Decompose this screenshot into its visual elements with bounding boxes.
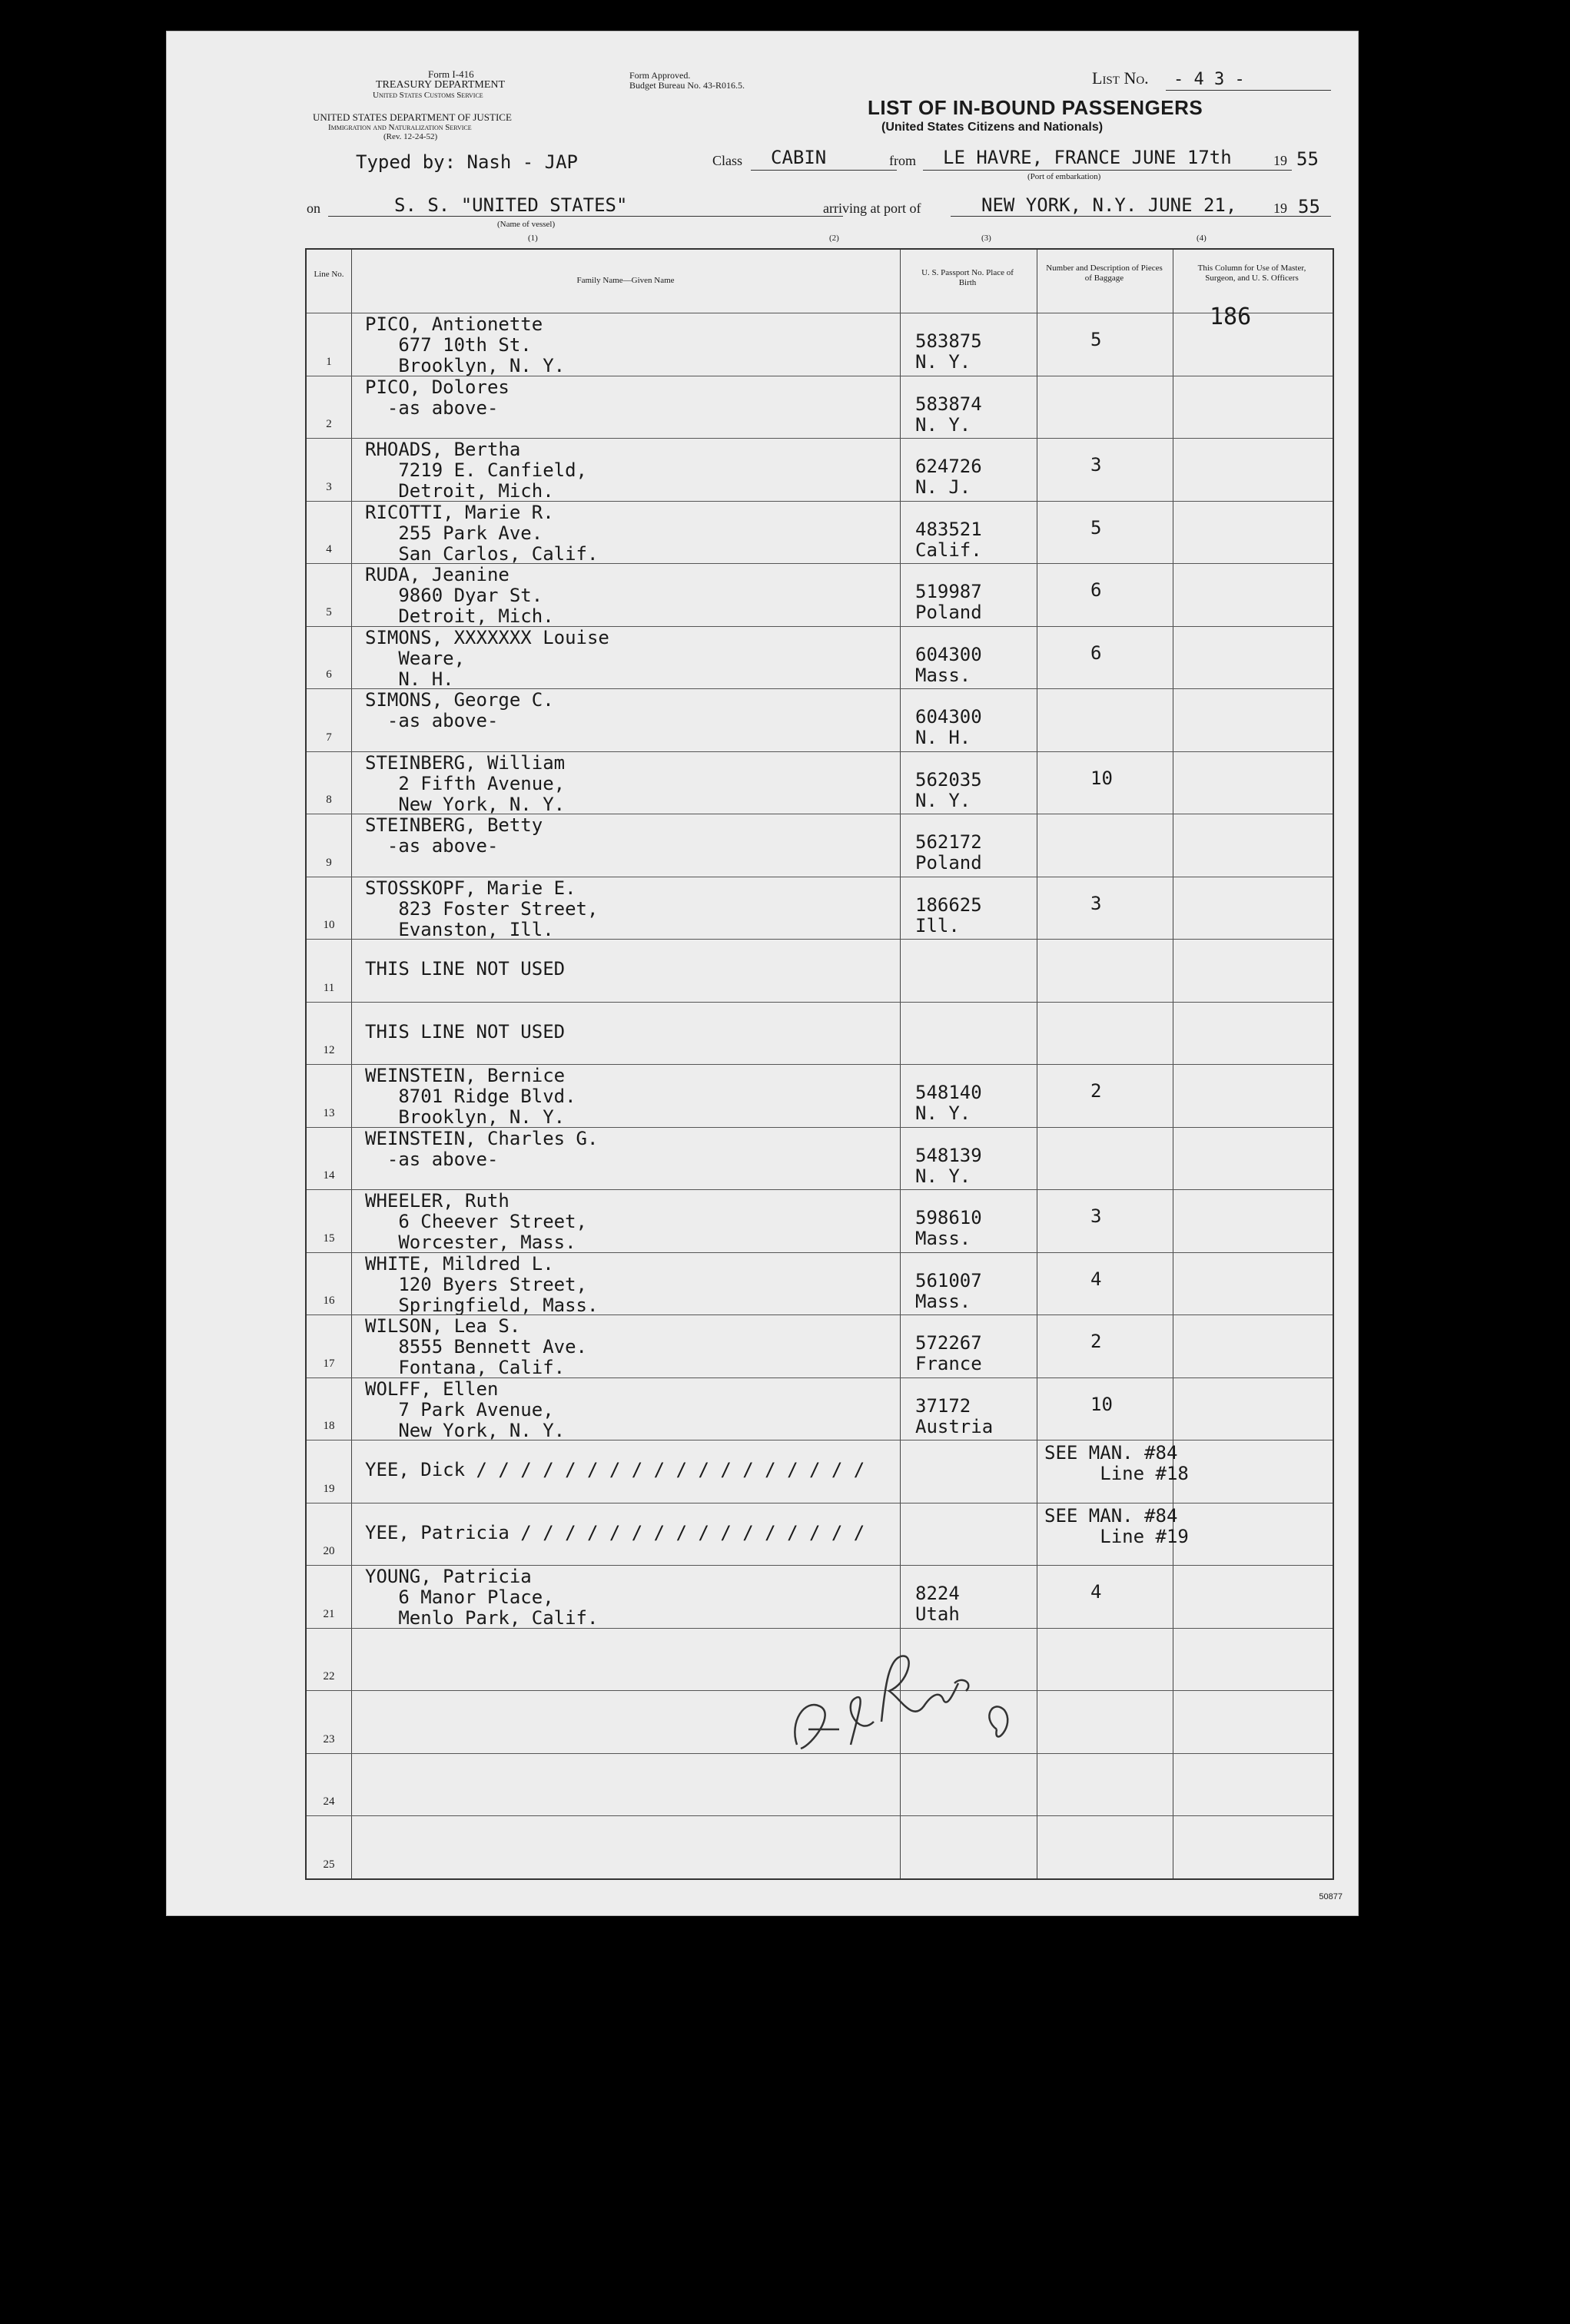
arr-year: 55 (1298, 196, 1320, 217)
line-number: 14 (323, 1169, 335, 1182)
passport-birthplace: 598610 Mass. (915, 1207, 982, 1249)
line-number: 4 (326, 543, 332, 555)
col-index-2: (2) (829, 234, 839, 243)
passenger-name: WHITE, Mildred L. 120 Byers Street, Springfield, Mass. (365, 1252, 599, 1316)
line-number: 7 (326, 731, 332, 744)
line-number: 24 (323, 1795, 335, 1808)
arriving-label: arriving at port of (823, 201, 921, 216)
col-index-3: (3) (981, 234, 991, 243)
passenger-name: WEINSTEIN, Bernice 8701 Ridge Blvd. Brooklyn, N. Y. (365, 1065, 576, 1128)
baggage-count: 6 (1090, 642, 1102, 664)
line-number: 15 (323, 1232, 335, 1245)
passport-birthplace: 624726 N. J. (915, 456, 982, 498)
passport-birthplace: 562172 Poland (915, 831, 982, 874)
port-embark-caption: (Port of embarkation) (1027, 172, 1101, 181)
line-number: 9 (326, 856, 332, 869)
passenger-name: RICOTTI, Marie R. 255 Park Ave. San Carlos, Calif. (365, 501, 599, 565)
passenger-name: STEINBERG, Betty -as above- (365, 814, 543, 857)
line-number: 25 (323, 1858, 335, 1871)
document-subtitle: (United States Citizens and Nationals) (881, 121, 1104, 134)
budget-bureau: Budget Bureau No. 43-R016.5. (629, 80, 745, 91)
passport-birthplace: 604300 Mass. (915, 643, 982, 686)
header-line-no: Line No. (314, 270, 344, 279)
class-value: CABIN (771, 147, 827, 168)
baggage-count: 4 (1090, 1268, 1102, 1290)
passport-birthplace: 562035 N. Y. (915, 768, 982, 811)
passport-birthplace: 548140 N. Y. (915, 1082, 982, 1124)
baggage-count: 2 (1090, 1080, 1102, 1102)
passenger-name: THIS LINE NOT USED (365, 1020, 566, 1043)
col-index-1: (1) (528, 234, 538, 243)
line-number: 10 (323, 919, 335, 931)
justice-dept: UNITED STATES DEPARTMENT OF JUSTICE (313, 111, 512, 123)
line-number: 5 (326, 605, 332, 618)
header-baggage: Number and Description of Pieces of Baggage (1046, 264, 1163, 283)
passenger-name: STEINBERG, William 2 Fifth Avenue, New York, N. Y. (365, 751, 566, 815)
passenger-name: YOUNG, Patricia 6 Manor Place, Menlo Park, Calif. (365, 1566, 599, 1629)
col-index-4: (4) (1197, 234, 1207, 243)
from-value: LE HAVRE, FRANCE JUNE 17th (943, 147, 1232, 168)
list-no-label: List No. (1092, 68, 1149, 88)
baggage-count: SEE MAN. #84 Line #18 (1044, 1442, 1189, 1484)
passport-birthplace: 37172 Austria (915, 1394, 994, 1437)
footer-code: 50877 (1319, 1892, 1343, 1901)
vessel-caption: (Name of vessel) (497, 220, 556, 229)
header-name: Family Name—Given Name (576, 276, 675, 285)
passport-birthplace: 583875 N. Y. (915, 330, 982, 373)
customs-service: United States Customs Service (373, 91, 483, 100)
line-number: 21 (323, 1607, 335, 1620)
line-number: 20 (323, 1545, 335, 1557)
line-number: 16 (323, 1295, 335, 1307)
passenger-name: YEE, Dick / / / / / / / / / / / / / / / / / / (365, 1459, 865, 1480)
baggage-count: 5 (1090, 329, 1102, 350)
list-no-value: - 4 3 - (1173, 70, 1245, 89)
from-label: from (889, 153, 916, 168)
line-number: 18 (323, 1420, 335, 1432)
baggage-count: 5 (1090, 516, 1102, 539)
passport-birthplace: 548139 N. Y. (915, 1144, 982, 1187)
passenger-name: PICO, Dolores -as above- (365, 376, 510, 419)
signature (766, 1614, 1043, 1768)
line-number: 12 (323, 1044, 335, 1056)
officer-note: 186 (1210, 303, 1252, 330)
passport-birthplace: 572267 France (915, 1332, 982, 1374)
line-number: 3 (326, 480, 332, 493)
passenger-name: SIMONS, George C. -as above- (365, 689, 554, 731)
baggage-count: SEE MAN. #84 Line #19 (1044, 1504, 1189, 1547)
line-number: 22 (323, 1670, 335, 1682)
passenger-name: THIS LINE NOT USED (365, 958, 566, 980)
line-number: 13 (323, 1106, 335, 1119)
passport-birthplace: 604300 N. H. (915, 706, 982, 748)
line-number: 1 (326, 355, 332, 368)
passport-birthplace: 561007 Mass. (915, 1269, 982, 1312)
passenger-name: WILSON, Lea S. 8555 Bennett Ave. Fontana, Calif. (365, 1315, 587, 1378)
baggage-count: 3 (1090, 454, 1102, 476)
document-title: LIST OF IN-BOUND PASSENGERS (868, 96, 1203, 119)
treasury-dept: TREASURY DEPARTMENT (376, 79, 506, 91)
passport-birthplace: 483521 Calif. (915, 518, 982, 561)
from-year-prefix: 19 (1273, 153, 1287, 168)
arr-year-prefix: 19 (1273, 201, 1287, 216)
form-number: Form I-416 (428, 68, 474, 80)
passenger-name: RUDA, Jeanine 9860 Dyar St. Detroit, Mich. (365, 564, 554, 627)
line-number: 8 (326, 794, 332, 806)
baggage-count: 10 (1090, 1393, 1113, 1415)
passenger-name: PICO, Antionette 677 10th St. Brooklyn, N. Y. (365, 313, 566, 376)
baggage-count: 2 (1090, 1331, 1102, 1352)
baggage-count: 3 (1090, 1205, 1102, 1227)
header-passport: U. S. Passport No. Place of Birth (921, 268, 1014, 287)
form-approved: Form Approved. (629, 70, 691, 81)
line-number: 19 (323, 1482, 335, 1495)
vessel-name: S. S. "UNITED STATES" (394, 194, 628, 216)
baggage-count: 4 (1090, 1581, 1102, 1603)
passenger-name: SIMONS, XXXXXXX Louise Weare, N. H. (365, 626, 609, 690)
arriving-value: NEW YORK, N.Y. JUNE 21, (981, 194, 1237, 216)
line-number: 11 (323, 981, 335, 994)
header-officers: This Column for Use of Master, Surgeon, and U. S. Officers (1197, 264, 1306, 283)
passenger-name: STOSSKOPF, Marie E. 823 Foster Street, Evanston, Ill. (365, 877, 599, 940)
revision: (Rev. 12-24-52) (383, 132, 438, 141)
ins-service: Immigration and Naturalization Service (328, 123, 472, 132)
typed-by: Typed by: Nash - JAP (356, 151, 578, 173)
passenger-name: YEE, Patricia / / / / / / / / / / / / / / / / (365, 1521, 865, 1543)
passenger-name: WEINSTEIN, Charles G. -as above- (365, 1127, 599, 1170)
passport-birthplace: 8224 Utah (915, 1583, 960, 1625)
passenger-name: WOLFF, Ellen 7 Park Avenue, New York, N. Y. (365, 1377, 566, 1441)
line-number: 6 (326, 668, 332, 681)
passenger-name: RHOADS, Bertha 7219 E. Canfield, Detroit, Mich. (365, 439, 587, 502)
line-number: 23 (323, 1732, 335, 1745)
line-number: 17 (323, 1357, 335, 1370)
passport-birthplace: 186625 Ill. (915, 893, 982, 937)
passenger-name: WHEELER, Ruth 6 Cheever Street, Worcester, Mass. (365, 1190, 587, 1253)
baggage-count: 6 (1090, 579, 1102, 601)
from-year: 55 (1296, 148, 1319, 170)
baggage-count: 10 (1090, 767, 1113, 789)
manifest-page (166, 31, 1359, 1916)
passport-birthplace: 583874 N. Y. (915, 393, 982, 436)
on-label: on (307, 201, 320, 216)
line-number: 2 (326, 418, 332, 430)
baggage-count: 3 (1090, 892, 1102, 914)
passport-birthplace: 519987 Poland (915, 581, 982, 623)
class-label: Class (712, 153, 743, 168)
